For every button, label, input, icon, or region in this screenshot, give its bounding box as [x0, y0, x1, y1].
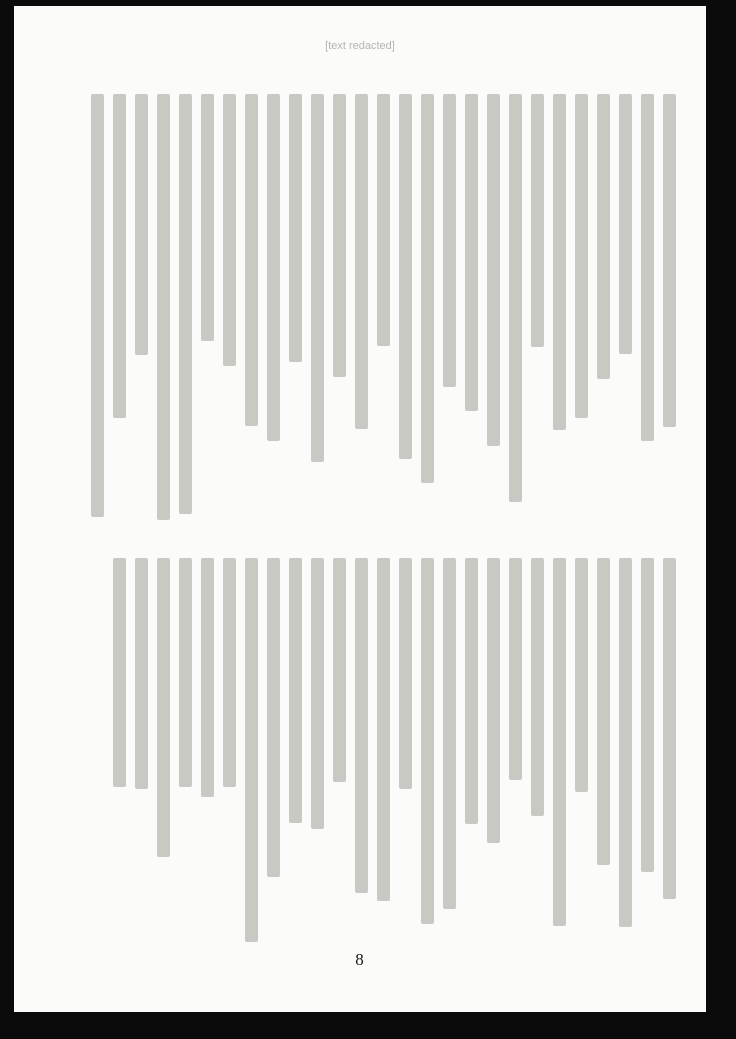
redacted-text-column — [443, 94, 456, 387]
redaction-note: [text redacted] — [325, 40, 395, 52]
redacted-text-column — [399, 558, 412, 789]
redacted-text-column — [135, 94, 148, 355]
redacted-text-column — [553, 558, 566, 926]
redacted-text-column — [245, 558, 258, 942]
redacted-text-column — [575, 558, 588, 792]
redacted-text-column — [355, 94, 368, 429]
redacted-text-column — [465, 94, 478, 411]
redacted-text-column — [377, 94, 390, 346]
redacted-text-column — [355, 558, 368, 893]
redacted-text-column — [223, 558, 236, 787]
redacted-text-column — [333, 558, 346, 782]
redacted-text-column — [619, 558, 632, 927]
redacted-text-column — [267, 558, 280, 877]
redacted-text-column — [597, 558, 610, 865]
redacted-text-column — [509, 94, 522, 502]
redacted-text-column — [399, 94, 412, 459]
redacted-text-column — [179, 558, 192, 787]
redacted-text-column — [443, 558, 456, 909]
redacted-text-column — [113, 94, 126, 418]
redacted-text-column — [421, 94, 434, 483]
redacted-text-column — [113, 558, 126, 787]
redacted-text-column — [663, 94, 676, 427]
redacted-text-column — [267, 94, 280, 441]
text-block-top — [62, 94, 676, 526]
redacted-text-column — [311, 558, 324, 829]
redacted-text-column — [531, 94, 544, 347]
text-block-bottom — [62, 558, 676, 946]
redacted-text-column — [157, 94, 170, 520]
redacted-text-column — [245, 94, 258, 426]
redacted-text-column — [597, 94, 610, 379]
redacted-text-column — [333, 94, 346, 377]
redacted-text-column — [663, 558, 676, 899]
redacted-text-column — [157, 558, 170, 857]
redacted-text-column — [289, 94, 302, 362]
redacted-text-column — [201, 94, 214, 341]
document-page — [14, 6, 706, 1012]
redacted-text-column — [289, 558, 302, 823]
redacted-text-column — [91, 94, 104, 517]
redacted-text-column — [223, 94, 236, 366]
redacted-text-column — [641, 558, 654, 872]
redacted-text-column — [553, 94, 566, 430]
page-number: 8 — [355, 950, 365, 969]
redacted-text-column — [509, 558, 522, 780]
redacted-text-column — [135, 558, 148, 789]
redacted-text-column — [641, 94, 654, 441]
redacted-text-column — [487, 558, 500, 843]
redacted-text-column — [311, 94, 324, 462]
redacted-text-column — [531, 558, 544, 816]
redacted-text-column — [377, 558, 390, 901]
redacted-text-column — [487, 94, 500, 446]
redacted-text-column — [421, 558, 434, 924]
redacted-text-column — [201, 558, 214, 797]
redacted-text-column — [179, 94, 192, 514]
redacted-text-column — [465, 558, 478, 824]
redacted-text-column — [575, 94, 588, 418]
redacted-text-column — [619, 94, 632, 354]
